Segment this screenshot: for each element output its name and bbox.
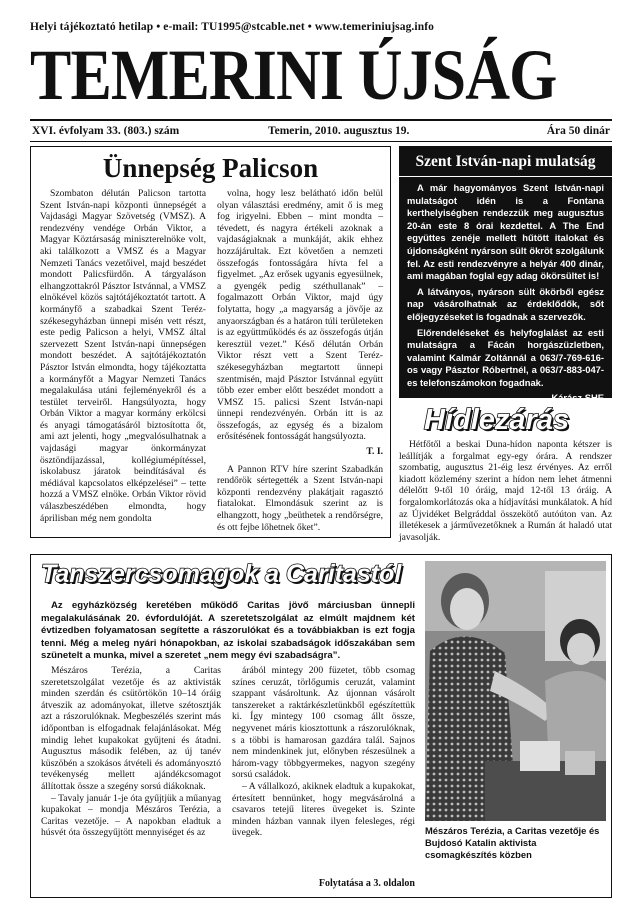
bridge-title: Hídlezárás — [424, 404, 570, 436]
sidebar-paragraph: A már hagyományos Szent István-napi mulatságot idén is a Fontana kerthelyiségben rendezzük meg augusztus 20-án este 8 órai kezdettel. A The End együttes zenéje mellett hűtött italokat és újdonságként nyárson sült ökröt szolgálunk fel. Az esti rendezvényre a helyár 400 dinár, ami magában foglal egy adag ökörsültet is! — [407, 182, 604, 282]
caritas-photo — [425, 561, 606, 821]
caritas-paragraph: árából mintegy 200 füzetet, több csomag színes ceruzát, törlőgumis ceruzát, valamint szappant vásároltunk. Az újonnan vásárolt tanszereket a raktárkészletünkből egészítettük ki. Így mintegy 100 csomag állt össze, negyvenet máris kiosztottunk a rászorulóknak, s a többi is hamarosan gazdára talál. Sajnos nem mindenkinek jut, előnyben részesülnek a három-vagy többgyermekes, nagyon szegény sorsú családok. — [232, 665, 415, 781]
article-palics-col2 — [217, 188, 383, 533]
issue-volume: XVI. évfolyam 33. (803.) szám — [32, 125, 180, 137]
caritas-photo-caption: Mészáros Terézia, a Caritas vezetője és Bujdosó Katalin aktivista csomagkészítés közben — [425, 825, 600, 860]
sidebar-title: Szent István-napi mulatság — [399, 153, 612, 177]
article-palics-paragraph: A Pannon RTV hírе szerint Szabadkán rendőrök sértegették a Szent István-napi központi rendezvény plakátjait ragasztó fiatalokat. Elmondásuk szerint az is elhangzott, hogy „beüthetek a rendőrségre, és ott fejbe lőhetnek őket”. — [217, 463, 383, 533]
caritas-paragraph: Mészáros Terézia, a Caritas szeretetszolgálat vezetője és az aktivisták minden szerdán és csütörtökön 10–14 óráig átveszik az adományokat, illetve szétosztják azt a rászorulóknak. Megbeszélés szerint más időpontban is elfogadnak felajánlásokat. Még mindig lehet kupakokat gyűjteni és átadni. Augusztus második felében, az új tanév küszöbén a szokásos átvételi és adományosztó tevékenység mellett ajándékcsomagot állítottak össze a szegény sorsú diákoknak. — [41, 665, 221, 792]
caritas-col1 — [41, 665, 221, 839]
article-palics — [30, 146, 391, 538]
issue-price: Ára 50 dinár — [546, 125, 610, 137]
caritas-paragraph: – A vállalkozó, akiknek eladtuk a kupakokat, értesített bennünket, hogy megvásárolná a csavaros tetejű literes üvegeket is. Szinte minden házban vannak ilyen felesleges, régi üvegek. — [232, 780, 415, 839]
caritas-photo-illustration — [425, 561, 606, 821]
sidebar-signature: Kárász SHE — [551, 391, 604, 403]
sidebar-box — [399, 146, 612, 403]
sidebar-paragraph: Előrendeléseket és helyfoglalást az esti mulatságra a Fácán horgászüzletben, valamint Kalmár Zoltánnál a 063/7-769-616-os vagy Pásztor Róbertnél, a 063/7-883-047-es telefonszámokon fogadnak. — [407, 326, 604, 388]
caritas-lead — [41, 600, 415, 663]
article-palics-paragraph: volna, hogy lesz belátható időn belül olyan választási eredmény, amit ő is meg fog irigyelni. Ebben – mint mondta – tévedett, és nagyra értékeli azoknak a vajdaságiaknak a munkáját, akik ehhez hozzájárultak. Ezt követően a nemzeti összefogás fontosságára hívta fel a figyelmet. „Az erősek ugyanis egyesülnek, a gyengék pedig széthullanak” – fogalmazott Orbán Viktor, majd úgy folytatta, hogy „a magyarság a jövője az anyaországban és a határon túli területeken is az együttműködés és az összefogás útján keresztül vezet.” Késő délután Orbán Viktor részt vett a Szent Teréz-székesegyházban megtartott ünnepi szentmisén, majd Pásztor Istvánnal együtt több ezer ember előtt beszédet mondott a VMSZ 15. palicsi Szent István-napi ünnepi rendezvényén. Orbán itt is az összefogás, az egység és a bizalom erősítésének fontosságát hangsúlyozta. — [217, 188, 383, 443]
caritas-continued: Folytatása a 3. oldalon — [318, 878, 415, 889]
header-tagline: Helyi tájékoztató hetilap • e-mail: TU1995@stcable.net • www.temeriniujsag.info — [30, 21, 434, 33]
sidebar-paragraph: A látványos, nyárson sült ökörből egész nap vásárolhatnak az érdeklődők, sőt előjegyzéseket is fogadnak a szervezők. — [407, 285, 604, 322]
caritas-col2 — [232, 665, 415, 839]
masthead-title: TEMERINI ÚJSÁG — [30, 35, 557, 115]
caritas-title: Tanszercsomagok a Caritastól — [41, 560, 402, 588]
article-palics-title: Ünnepség Palicson — [102, 153, 319, 183]
article-caritas — [30, 554, 612, 898]
issue-date: Temerin, 2010. augusztus 19. — [268, 125, 410, 137]
caritas-lead-paragraph: Az egyházközség keretében működő Caritas jövő márciusban ünnepli megalakulásának 20. évfordulóját. A szeretetszolgálat az elmúlt majdnem két évtizedben folyamatosan segítette a rászorulókat és a továbbiakban is ezt fogja tenni. Még a meleg nyári hónapokban, az iskolai szabadságok időszakában sem szünetelt a munka, mivel a szeretet „nem megy évi szabadságra”. — [41, 600, 415, 662]
article-palics-signature: T. I. — [366, 446, 383, 458]
article-palics-col1 — [40, 188, 206, 524]
caritas-paragraph: – Tavaly január 1-je óta gyűjtjük a műanyag kupakokat – mondja Mészáros Terézia, a Caritas vezetője. – A napokban eladtuk a húsvét óta összegyűjtött mennyiséget és az — [41, 792, 221, 839]
sidebar-body — [407, 182, 604, 404]
article-palics-paragraph: Szombaton délután Palicson tartotta Szent István-napi központi ünnepségét a Vajdasági Magyar Szövetség (VMSZ). A rendezvény vendége Orbán Viktor, a Magyar Köztársaság miniszterelnöke volt, aki találkozott a VMSZ és a Magyar Nemzeti Tanács vezetőivel, majd beszédet mondott Palicsfürdőn. A tárgyaláson elhangzottakról Pásztor Istvánnal, a VMSZ elnökével közös sajtótájékoztatót tartott. A kormányfő a szabadkai Szent Teréz-székesegyházban ünnepi misén vett részt, este pedig Palicson a helyi, VMSZ által szervezett Szent István-napi ünnepségen mondott beszédet. A sajtótájékoztatón Pásztor István elmondta, hogy tájékoztatta a kormányfőt a Magyar Nemzeti Tanács megalakulása utáni fejleményekről és a testület terveiről. Hangsúlyozta, hogy Orbán Viktor a magyar kormány erkölcsi és anyagi támogatásáról biztosította őt, ami azt jelenti, hogy „megvalósulhatnak a vajdasági magyar önkormányzat ösztöndíjazással, kollégiumépítéssel, iskolabusz járatok beindításával és médiával kapcsolatos elképzelései” – tette hozzá a VMSZ elnöke. Orbán Viktor rövid válaszbeszédében elmondta, hogy áprilisban még nem gondolta — [40, 188, 206, 524]
bridge-paragraph: Hétfőtől a beskai Duna-hídon naponta kétszer is leállítják a forgalmat egy-egy órára. A rendszer szombatig, augusztus 21-éig lesz érvényes. Az erről kiadott közlemény szerint a hídon nem lehet átmenni délelőtt 9-től 10 óráig, majd 12-től 13 óráig. A forgalomkorlátozás oka a hídjavítási munkálatok. A híd az Újvidéket Belgráddal összekötő autóúton van. Az illetékesek a járművezetőknek a Rumán át haladó utat javasolják. — [399, 439, 612, 543]
issue-info-bar — [30, 119, 612, 142]
bridge-body — [399, 439, 612, 543]
